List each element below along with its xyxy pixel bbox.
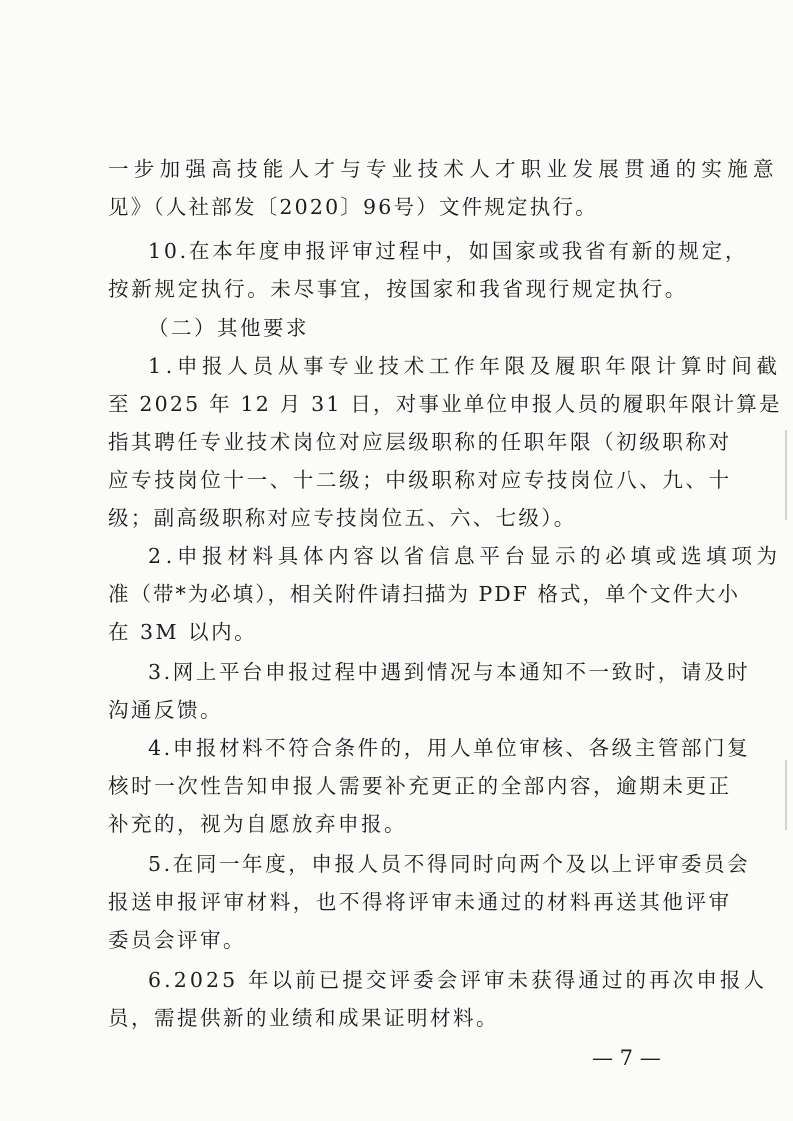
body-line: 按新规定执行。未尽事宜，按国家和我省现行规定执行。 [108,277,688,301]
body-line: 2.申报材料具体内容以省信息平台显示的必填或选填项为 [148,544,782,568]
body-line: 级；副高级职称对应专技岗位五、六、七级）。 [108,506,577,530]
body-line: 见》（人社部发〔2020〕96号）文件规定执行。 [108,195,598,219]
body-line: 报送申报评审材料，也不得将评审未通过的材料再送其他评审 [108,890,732,914]
body-line: 10.在本年度申报评审过程中，如国家或我省有新的规定， [148,239,749,263]
body-line: 核时一次性告知申报人需要补充更正的全部内容，逾期未更正 [108,774,732,798]
body-line: 沟通反馈。 [108,698,223,722]
page-number: — 7 — [592,1046,661,1070]
body-line: 员，需提供新的业绩和成果证明材料。 [108,1006,499,1030]
body-line: 1.申报人员从事专业技术工作年限及履职年限计算时间截 [148,354,782,378]
body-line: 指其聘任专业技术岗位对应层级职称的任职年限（初级职称对 [108,430,732,454]
body-line: 补充的，视为自愿放弃申报。 [108,812,407,836]
scan-edge-mark [785,760,787,830]
body-line: 5.在同一年度，申报人员不得同时向两个及以上评审委员会 [148,852,751,876]
body-line: 准（带*为必填），相关附件请扫描为 PDF 格式，单个文件大小 [108,582,740,606]
body-line: 3.网上平台申报过程中遇到情况与本通知不一致时，请及时 [148,660,751,684]
body-line: 在 3M 以内。 [108,620,258,644]
body-line: 应专技岗位十一、十二级；中级职称对应专技岗位八、九、十 [108,468,732,492]
body-line: 至 2025 年 12 月 31 日，对事业单位申报人员的履职年限计算是 [108,392,782,416]
body-line: 一步加强高技能人才与专业技术人才职业发展贯通的实施意 [108,157,779,181]
scan-edge-mark [785,430,787,520]
body-line: 委员会评审。 [108,928,246,952]
body-line: 6.2025 年以前已提交评委会评审未获得通过的再次申报人 [148,968,768,992]
section-heading: （二）其他要求 [148,316,309,340]
body-line: 4.申报材料不符合条件的，用人单位审核、各级主管部门复 [148,736,751,760]
